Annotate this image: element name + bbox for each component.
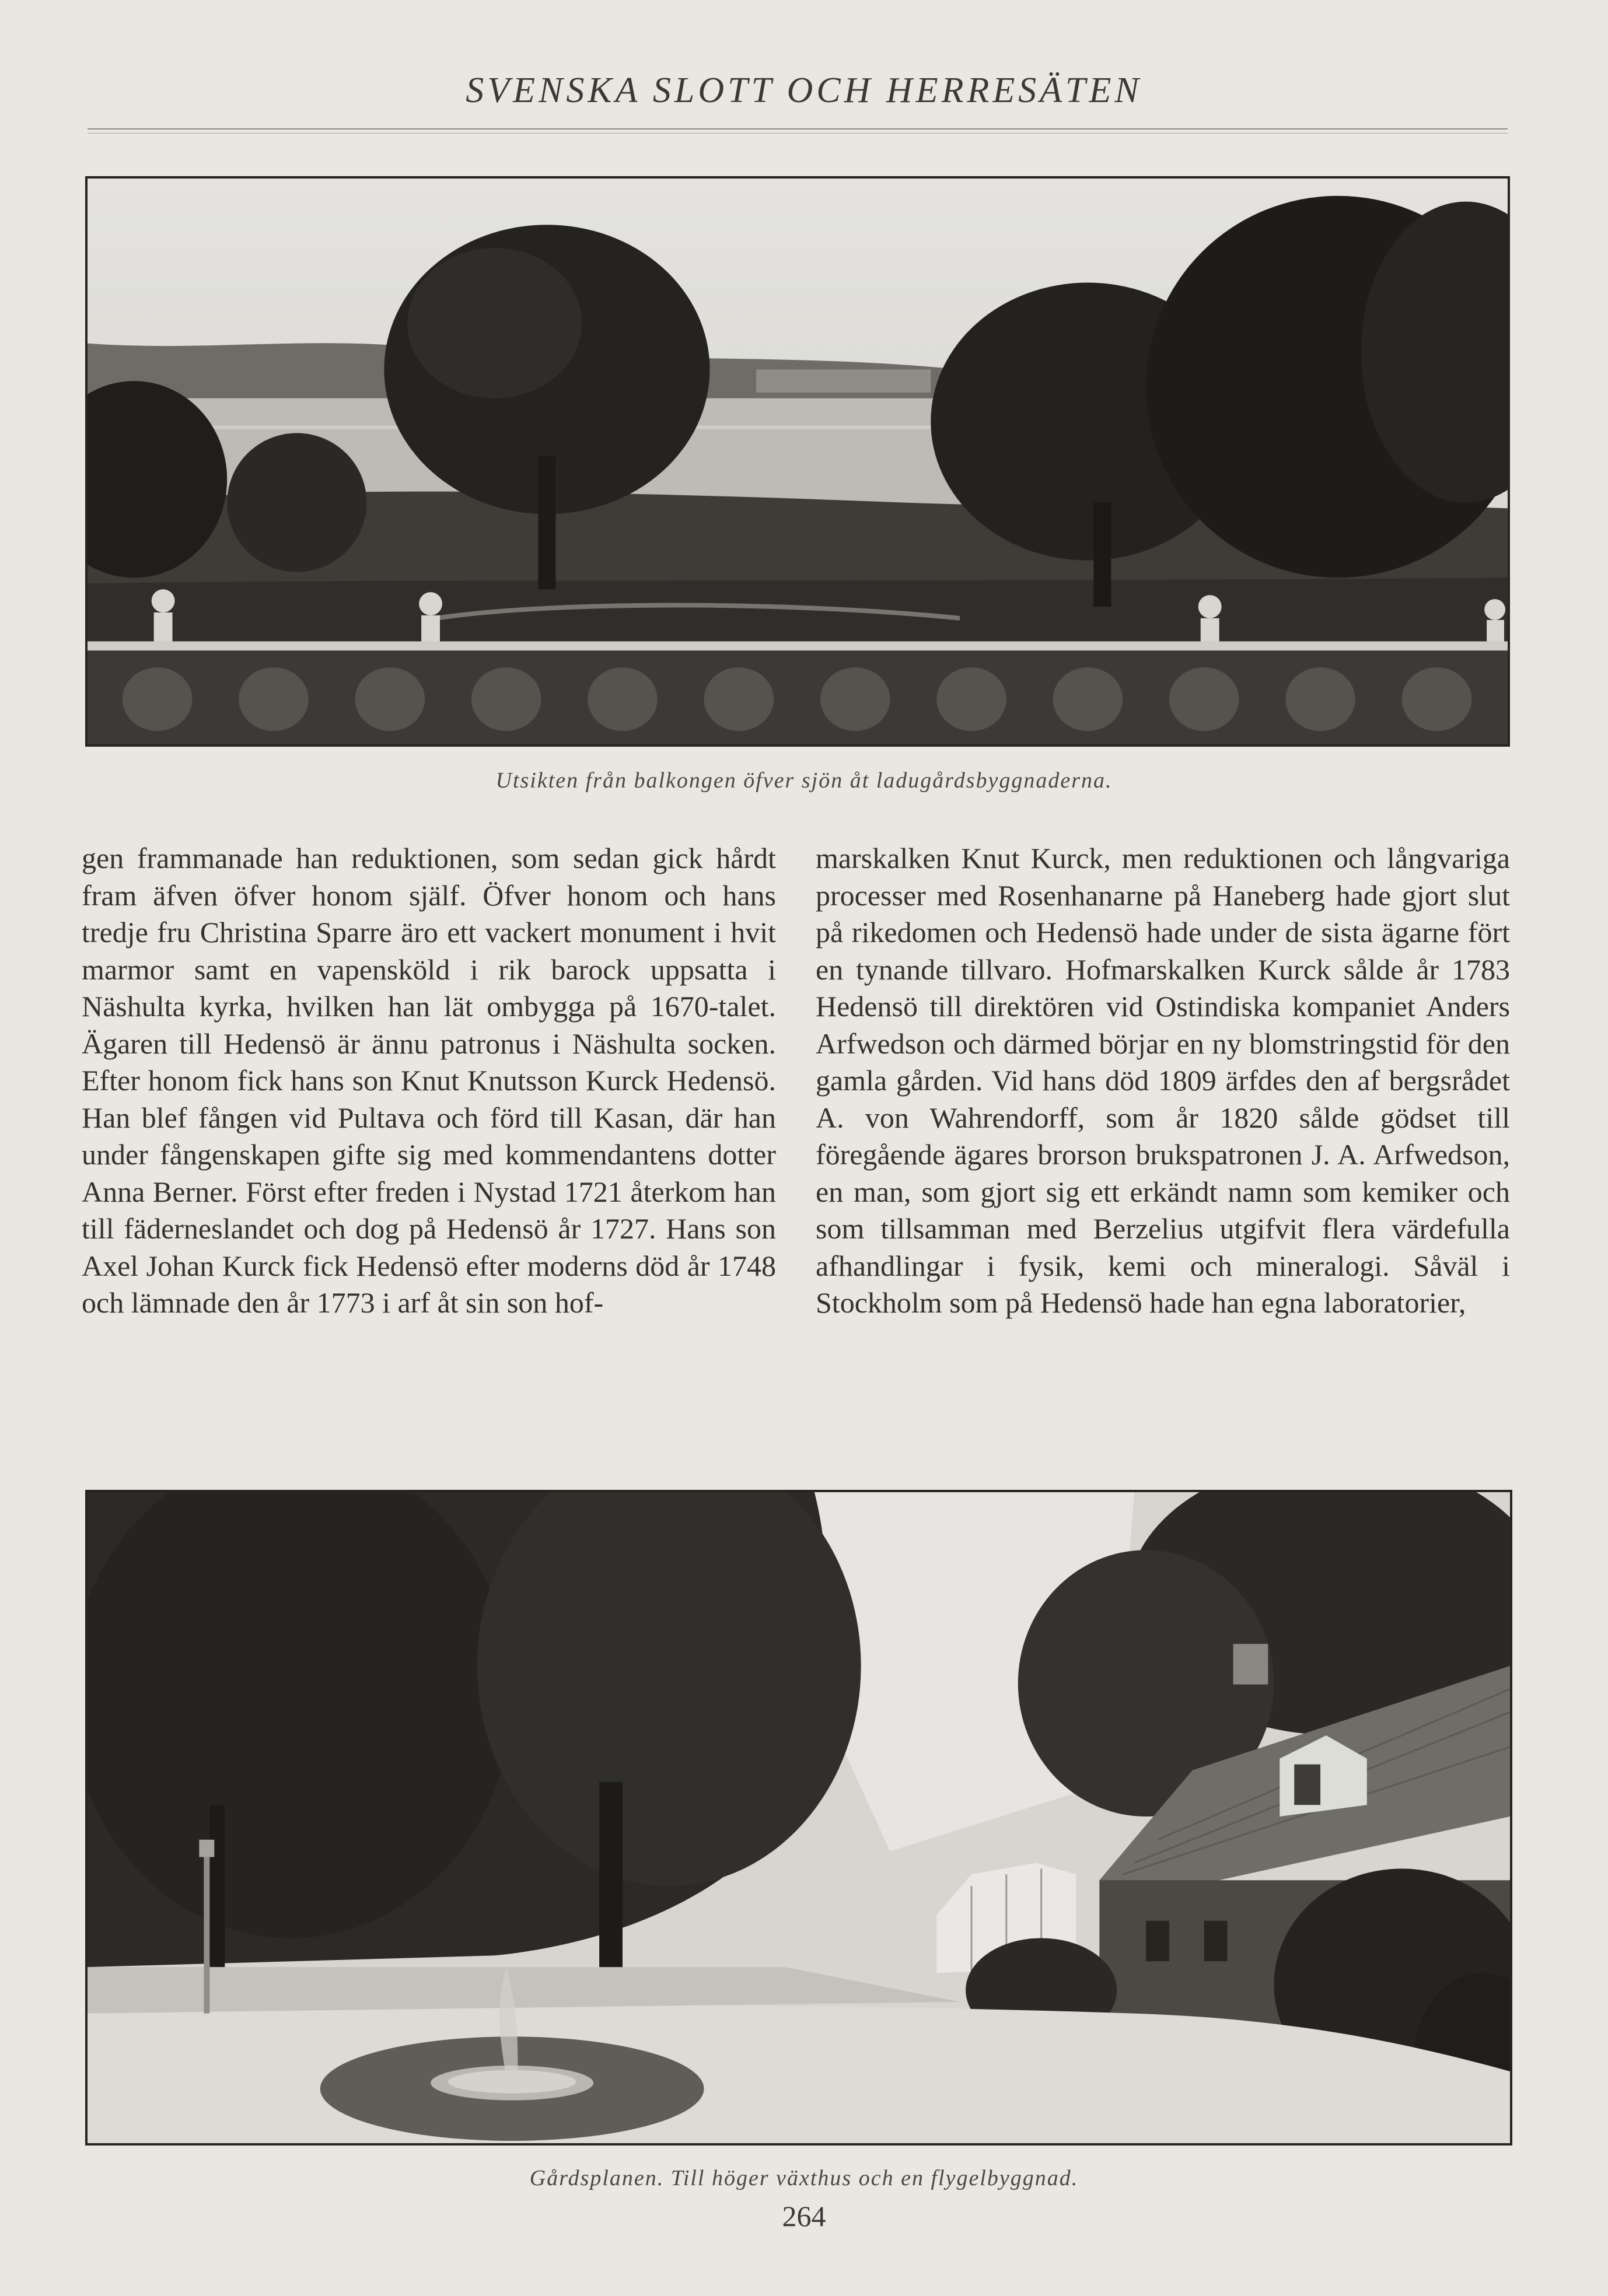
running-header: SVENSKA SLOTT OCH HERRESÄTEN <box>466 71 1142 110</box>
text-column-left <box>82 840 776 1447</box>
header-rule <box>88 128 1508 130</box>
photo-courtyard-image <box>88 1492 1510 2143</box>
figure-caption-1: Utsikten från balkongen öfver sjön åt ladugårdsbyggnaderna. <box>495 768 1113 793</box>
figure-caption-2: Gårdsplanen. Till höger växthus och en flygelbyggnad. <box>529 2166 1079 2190</box>
photo-lake-view <box>85 176 1510 747</box>
photo-courtyard <box>85 1490 1512 2146</box>
body-paragraph-left: gen frammanade han reduktionen, som sedan gick hårdt fram äfven öfver honom själf. Öfver honom och hans tredje fru Christina Sparre äro ett vackert monument i hvit marmor samt en vapensköld i rik barock uppsatta i Näshulta kyrka, hvilken han lät ombygga på 1670-talet. Ägaren till Hedensö är ännu patronus i Näshulta socken. Efter honom fick hans son Knut Knutsson Kurck Hedensö. Han blef fången vid Pultava och förd till Kasan, där han under fångenskapen gifte sig med kommendantens dotter Anna Berner. Först efter freden i Nystad 1721 återkom han till fäderneslandet och dog på Hedensö år 1727. Hans son Axel Johan Kurck fick Hedensö efter moderns död år 1748 och lämnade den år 1773 i arf åt sin son hof- <box>82 842 776 1319</box>
text-column-right <box>816 840 1510 1447</box>
body-paragraph-right: marskalken Knut Kurck, men reduktionen och långvariga processer med Rosenhanarne på Haneberg hade gjort slut på rikedomen och Hedensö hade under de sista ägarne fört en tynande tillvaro. Hofmarskalken Kurck sålde år 1783 Hedensö till direktören vid Ostindiska kompaniet Anders Arfwedson och därmed börjar en ny blomstringstid för den gamla gården. Vid hans död 1809 ärfdes den af bergsrådet A. von Wahrendorff, som år 1820 sålde gödset till föregående ägares brorson brukspatronen J. A. Arfwedson, en man, som gjort sig ett erkändt namn som kemiker och som tillsamman med Berzelius utgifvit flera värdefulla afhandlingar i fysik, kemi och mineralogi. Såväl i Stockholm som på Hedensö hade han egna laboratorier, <box>816 842 1510 1319</box>
header-rule-secondary <box>88 133 1508 134</box>
photo-lake-view-image <box>88 178 1508 744</box>
page-number: 264 <box>782 2200 826 2232</box>
